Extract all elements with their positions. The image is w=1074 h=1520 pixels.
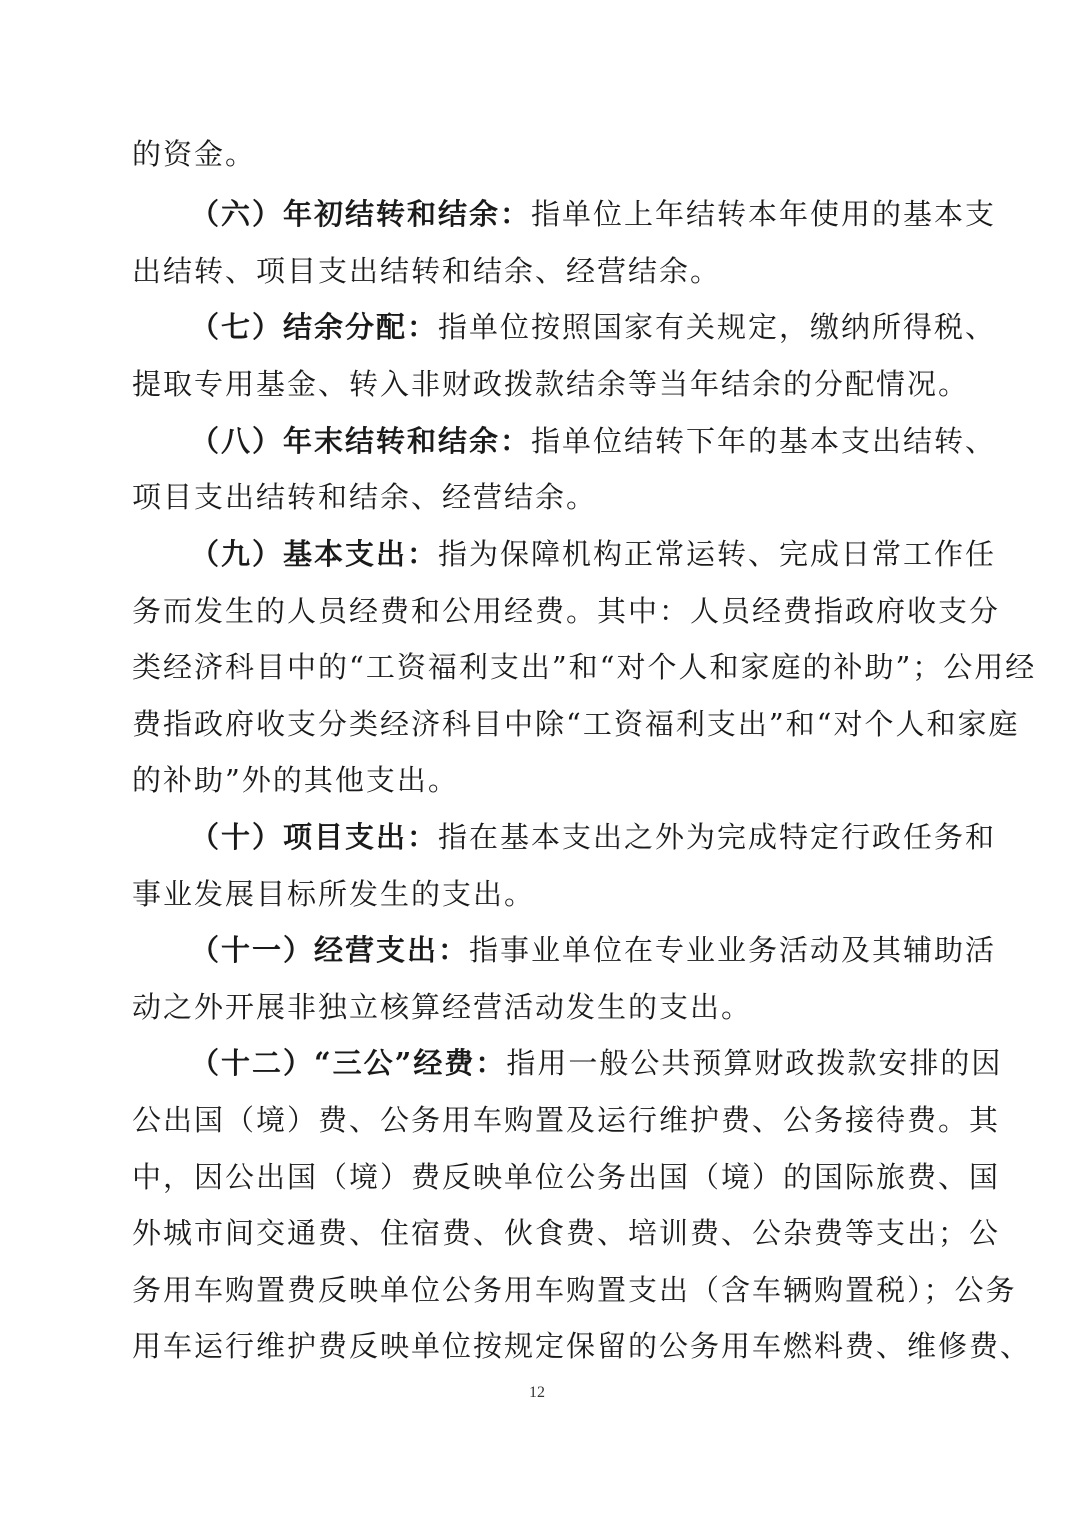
- paragraph-9-line-5: 的补助”外的其他支出。: [132, 763, 459, 797]
- paragraph-9-heading: （九）基本支出：: [190, 537, 439, 571]
- paragraph-9-line-1: （九）基本支出：指为保障机构正常运转、完成日常工作任: [190, 537, 997, 571]
- paragraph-10-line-2: 事业发展目标所发生的支出。: [132, 877, 536, 911]
- paragraph-6-line-1: （六）年初结转和结余：指单位上年结转本年使用的基本支: [190, 197, 997, 231]
- paragraph-8-line-2: 项目支出结转和结余、经营结余。: [132, 480, 598, 514]
- paragraph-11-heading: （十一）经营支出：: [190, 933, 470, 967]
- paragraph-12-line-3: 中，因公出国（境）费反映单位公务出国（境）的国际旅费、国: [132, 1160, 1001, 1194]
- paragraph-11-line-2: 动之外开展非独立核算经营活动发生的支出。: [132, 990, 753, 1024]
- paragraph-10-heading: （十）项目支出：: [190, 820, 439, 854]
- paragraph-12-line-5: 务用车购置费反映单位公务用车购置支出（含车辆购置税）；公务: [132, 1273, 1017, 1307]
- paragraph-12-line-2: 公出国（境）费、公务用车购置及运行维护费、公务接待费。其: [132, 1103, 1001, 1137]
- paragraph-9-line-2: 务而发生的人员经费和公用经费。其中：人员经费指政府收支分: [132, 594, 1001, 628]
- paragraph-6-heading: （六）年初结转和结余：: [190, 197, 532, 231]
- paragraph-12-line-1: （十二）“三公”经费：指用一般公共预算财政拨款安排的因: [190, 1046, 1003, 1080]
- paragraph-7-line-2: 提取专用基金、转入非财政拨款结余等当年结余的分配情况。: [132, 367, 970, 401]
- paragraph-10-line-1: （十）项目支出：指在基本支出之外为完成特定行政任务和: [190, 820, 997, 854]
- page-number: 12: [529, 1384, 545, 1401]
- paragraph-8-heading: （八）年末结转和结余：: [190, 424, 532, 458]
- paragraph-9-line-4: 费指政府收支分类经济科目中除“工资福利支出”和“对个人和家庭: [132, 707, 1020, 741]
- paragraph-9-line-3: 类经济科目中的“工资福利支出”和“对个人和家庭的补助”；公用经: [132, 650, 1037, 684]
- paragraph-7-line-1: （七）结余分配：指单位按照国家有关规定，缴纳所得税、: [190, 310, 997, 344]
- paragraph-5-end: 的资金。: [132, 137, 257, 171]
- paragraph-11-line-1: （十一）经营支出：指事业单位在专业业务活动及其辅助活: [190, 933, 997, 967]
- paragraph-7-heading: （七）结余分配：: [190, 310, 439, 344]
- paragraph-8-line-1: （八）年末结转和结余：指单位结转下年的基本支出结转、: [190, 424, 997, 458]
- paragraph-12-heading: （十二）“三公”经费：: [190, 1046, 507, 1080]
- paragraph-12-line-6: 用车运行维护费反映单位按规定保留的公务用车燃料费、维修费、: [132, 1329, 1032, 1363]
- paragraph-6-line-2: 出结转、项目支出结转和结余、经营结余。: [132, 254, 722, 288]
- paragraph-12-line-4: 外城市间交通费、住宿费、伙食费、培训费、公杂费等支出；公: [132, 1216, 1001, 1250]
